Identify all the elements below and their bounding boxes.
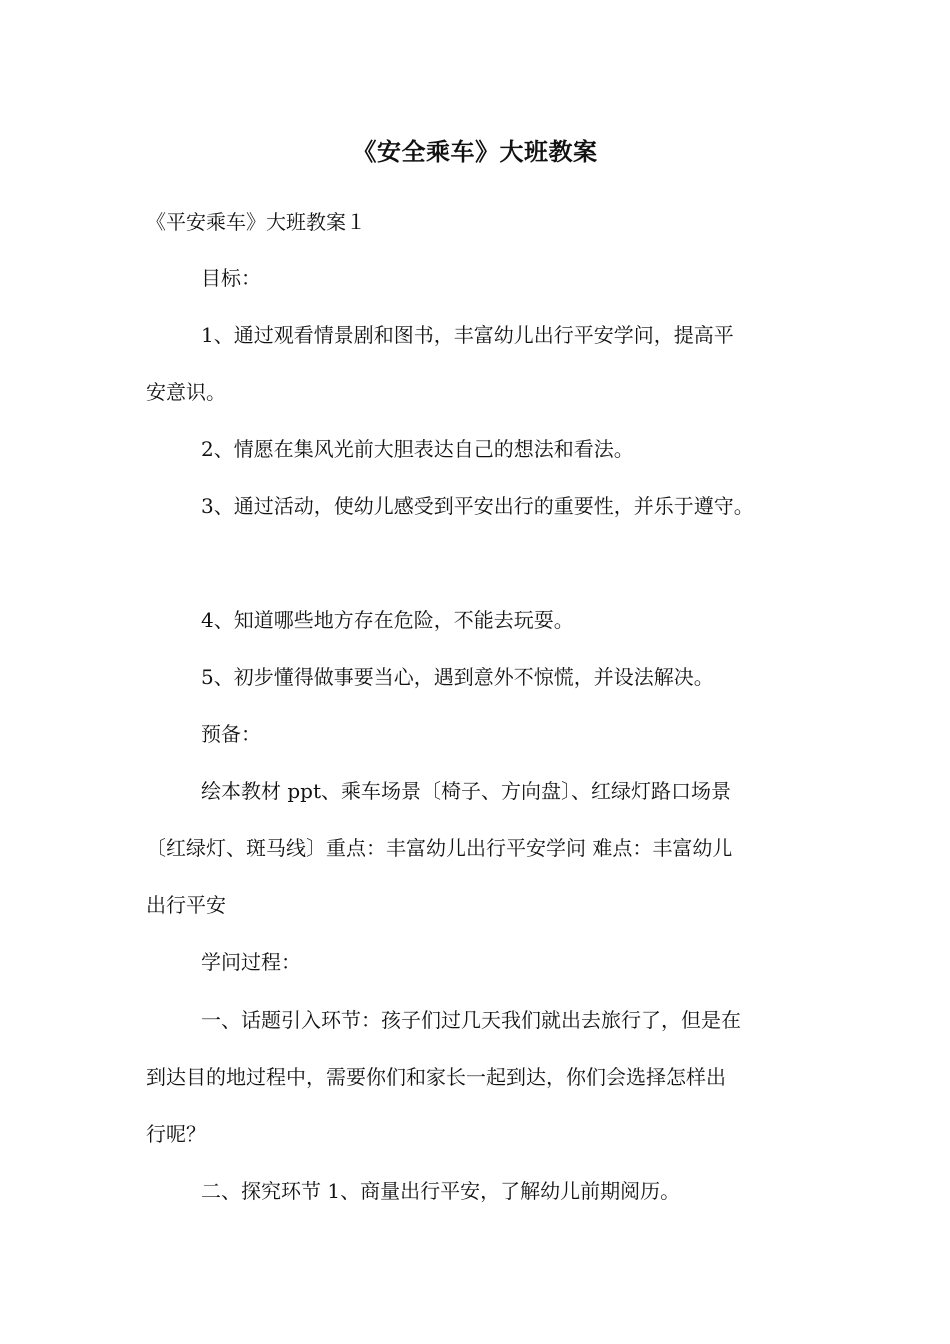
process-step-1-line-3: 行呢？ xyxy=(146,1122,206,1146)
document-title: 《安全乘车》大班教案 xyxy=(352,137,598,166)
section-heading-goals: 目标： xyxy=(201,266,261,290)
goal-item-5: 5、初步懂得做事要当心，遇到意外不惊慌，并设法解决。 xyxy=(201,665,714,689)
section-heading-process: 学问过程： xyxy=(201,950,301,974)
goal-item-1: 1、通过观看情景剧和图书，丰富幼儿出行平安学问，提高平 xyxy=(201,323,734,347)
goal-item-2: 2、情愿在集风光前大胆表达自己的想法和看法。 xyxy=(201,437,634,461)
process-step-1-line-1: 一、话题引入环节：孩子们过几天我们就出去旅行了，但是在 xyxy=(201,1008,741,1032)
goal-item-1-continued: 安意识。 xyxy=(146,380,226,404)
goal-item-4: 4、知道哪些地方存在危险，不能去玩耍。 xyxy=(201,608,574,632)
goal-item-3: 3、通过活动，使幼儿感受到平安出行的重要性，并乐于遵守。 xyxy=(201,494,754,518)
process-step-1-line-2: 到达目的地过程中，需要你们和家长一起到达，你们会选择怎样出 xyxy=(146,1065,726,1089)
subtitle-line: 《平安乘车》大班教案１ xyxy=(146,210,366,234)
preparation-text-line-3: 出行平安 xyxy=(146,893,226,917)
preparation-text-line-1: 绘本教材 ppt、乘车场景〔椅子、方向盘〕、红绿灯路口场景 xyxy=(201,779,731,803)
process-step-2: 二、探究环节 1、商量出行平安，了解幼儿前期阅历。 xyxy=(201,1179,681,1203)
section-heading-preparation: 预备： xyxy=(201,722,261,746)
preparation-text-line-2: 〔红绿灯、斑马线〕重点：丰富幼儿出行平安学问 难点：丰富幼儿 xyxy=(146,836,733,860)
